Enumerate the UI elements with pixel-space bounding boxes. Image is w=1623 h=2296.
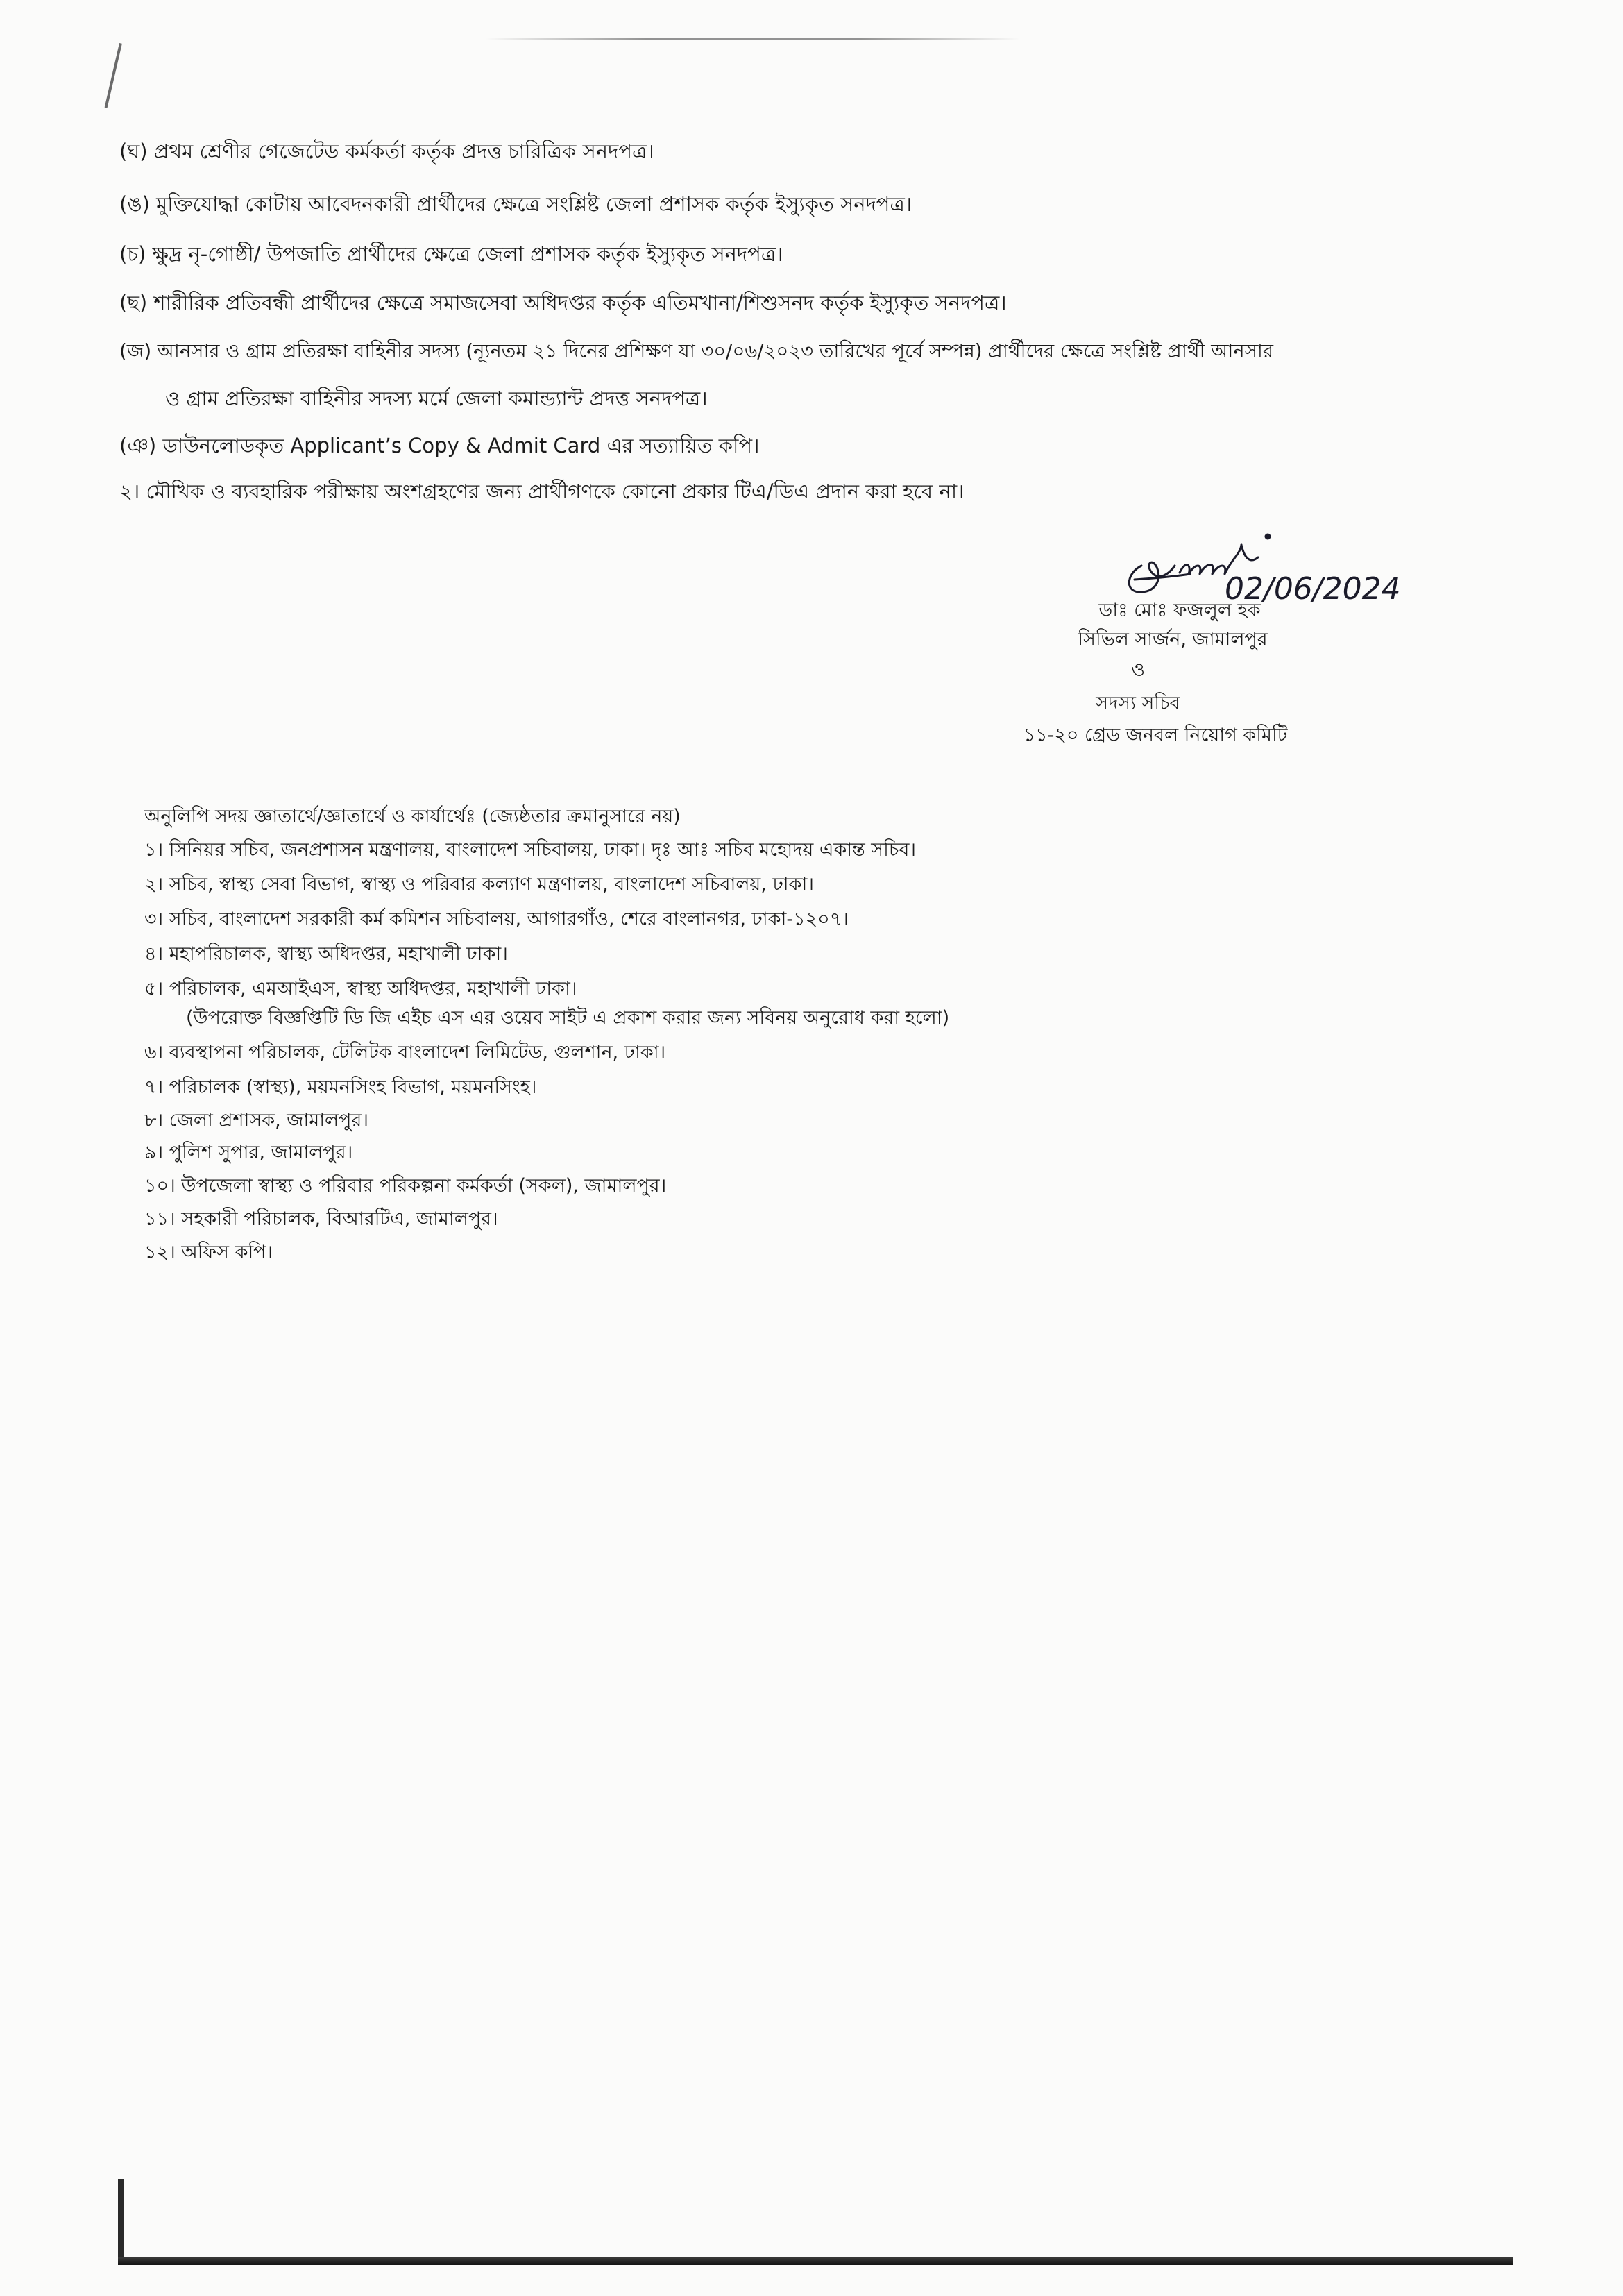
copy-list-item: ২। সচিব, স্বাস্থ্য সেবা বিভাগ, স্বাস্থ্য ও পরিবার কল্যাণ মন্ত্রণালয়, বাংলাদেশ সচিবালয়, ঢাকা। — [144, 874, 814, 895]
scan-edge-bottom — [118, 2257, 1513, 2265]
copy-list-item: ১১। সহকারী পরিচালক, বিআরটিএ, জামালপুর। — [144, 1208, 498, 1230]
copy-list-item: ১২। অফিস কপি। — [144, 1242, 273, 1263]
copy-list-item: ৮। জেলা প্রশাসক, জামালপুর। — [144, 1110, 369, 1131]
copy-list-item: ১। সিনিয়র সচিব, জনপ্রশাসন মন্ত্রণালয়, বাংলাদেশ সচিবালয়, ঢাকা। দৃঃ আঃ সচিব মহোদয় একান্ত সচিব। — [144, 839, 917, 861]
signatory-committee: ১১-২০ গ্রেড জনবল নিয়োগ কমিটি — [1023, 725, 1288, 746]
scan-edge-top — [486, 38, 1020, 40]
copy-list-item: ৩। সচিব, বাংলাদেশ সরকারী কর্ম কমিশন সচিবালয়, আগারগাঁও, শেরে বাংলানগর, ঢাকা-১২০৭। — [144, 909, 849, 930]
copy-list-item: ৫। পরিচালক, এমআইএস, স্বাস্থ্য অধিদপ্তর, মহাখালী ঢাকা। — [144, 978, 577, 999]
scan-edge-corner — [105, 43, 122, 108]
copy-list-heading: অনুলিপি সদয় জ্ঞাতার্থে/জ্ঞাতার্থে ও কার্যার্থেঃ (জ্যেষ্ঠতার ক্রমানুসারে নয়) — [144, 806, 681, 827]
document-item: (ঞ) ডাউনলোডকৃত Applicant’s Copy & Admit Card এর সত্যায়িত কপি। — [119, 434, 760, 457]
signatory-designation: সিভিল সার্জন, জামালপুর — [1078, 629, 1268, 650]
document-item: (ঙ) মুক্তিযোদ্ধা কোটায় আবেদনকারী প্রার্থীদের ক্ষেত্রে সংশ্লিষ্ট জেলা প্রশাসক কর্তৃক ইস্যুকৃত সনদপত্র। — [119, 192, 912, 216]
document-item: (জ) আনসার ও গ্রাম প্রতিরক্ষা বাহিনীর সদস্য (ন্যূনতম ২১ দিনের প্রশিক্ষণ যা ৩০/০৬/২০২৩ তারিখের পূর্বে সম্পন্ন) প্রার্থীদের ক্ষেত্রে সংশ্লিষ্ট প্রার্থী আনসার — [119, 340, 1273, 362]
signature-date: 02/06/2024 — [1225, 571, 1401, 607]
signatory-member-title: সদস্য সচিব — [1096, 693, 1180, 714]
copy-list-note: (উপরোক্ত বিজ্ঞপ্তিটি ডি জি এইচ এস এর ওয়েব সাইট এ প্রকাশ করার জন্য সবিনয় অনুরোধ করা হলো) — [186, 1007, 950, 1029]
scan-edge-left — [118, 2179, 124, 2263]
signatory-name: ডাঃ মোঃ ফজলুল হক — [1098, 600, 1261, 621]
signatory-conjunction: ও — [1131, 659, 1145, 681]
ta-da-notice: ২। মৌখিক ও ব্যবহারিক পরীক্ষায় অংশগ্রহণের জন্য প্রার্থীগণকে কোনো প্রকার টিএ/ডিএ প্রদান করা হবে না। — [119, 480, 965, 503]
document-item: (ঘ) প্রথম শ্রেণীর গেজেটেড কর্মকর্তা কর্তৃক প্রদত্ত চারিত্রিক সনদপত্র। — [119, 140, 654, 163]
copy-list-item: ৯। পুলিশ সুপার, জামালপুর। — [144, 1142, 353, 1163]
copy-list-item: ১০। উপজেলা স্বাস্থ্য ও পরিবার পরিকল্পনা কর্মকর্তা (সকল), জামালপুর। — [144, 1175, 667, 1197]
copy-list-item: ৬। ব্যবস্থাপনা পরিচালক, টেলিটক বাংলাদেশ লিমিটেড, গুলশান, ঢাকা। — [144, 1042, 666, 1063]
copy-list-item: ৪। মহাপরিচালক, স্বাস্থ্য অধিদপ্তর, মহাখালী ঢাকা। — [144, 943, 508, 965]
copy-list-item: ৭। পরিচালক (স্বাস্থ্য), ময়মনসিংহ বিভাগ, ময়মনসিংহ। — [144, 1077, 537, 1098]
document-item: (ছ) শারীরিক প্রতিবন্ধী প্রার্থীদের ক্ষেত্রে সমাজসেবা অধিদপ্তর কর্তৃক এতিমখানা/শিশুসনদ কর্তৃক ইস্যুকৃত সনদপত্র। — [119, 291, 1007, 314]
document-item-continuation: ও গ্রাম প্রতিরক্ষা বাহিনীর সদস্য মর্মে জেলা কমান্ড্যান্ট প্রদত্ত সনদপত্র। — [165, 387, 708, 410]
handwritten-signature — [1114, 524, 1440, 607]
document-item: (চ) ক্ষুদ্র নৃ-গোষ্ঠী/ উপজাতি প্রার্থীদের ক্ষেত্রে জেলা প্রশাসক কর্তৃক ইস্যুকৃত সনদপত্র। — [119, 242, 783, 266]
